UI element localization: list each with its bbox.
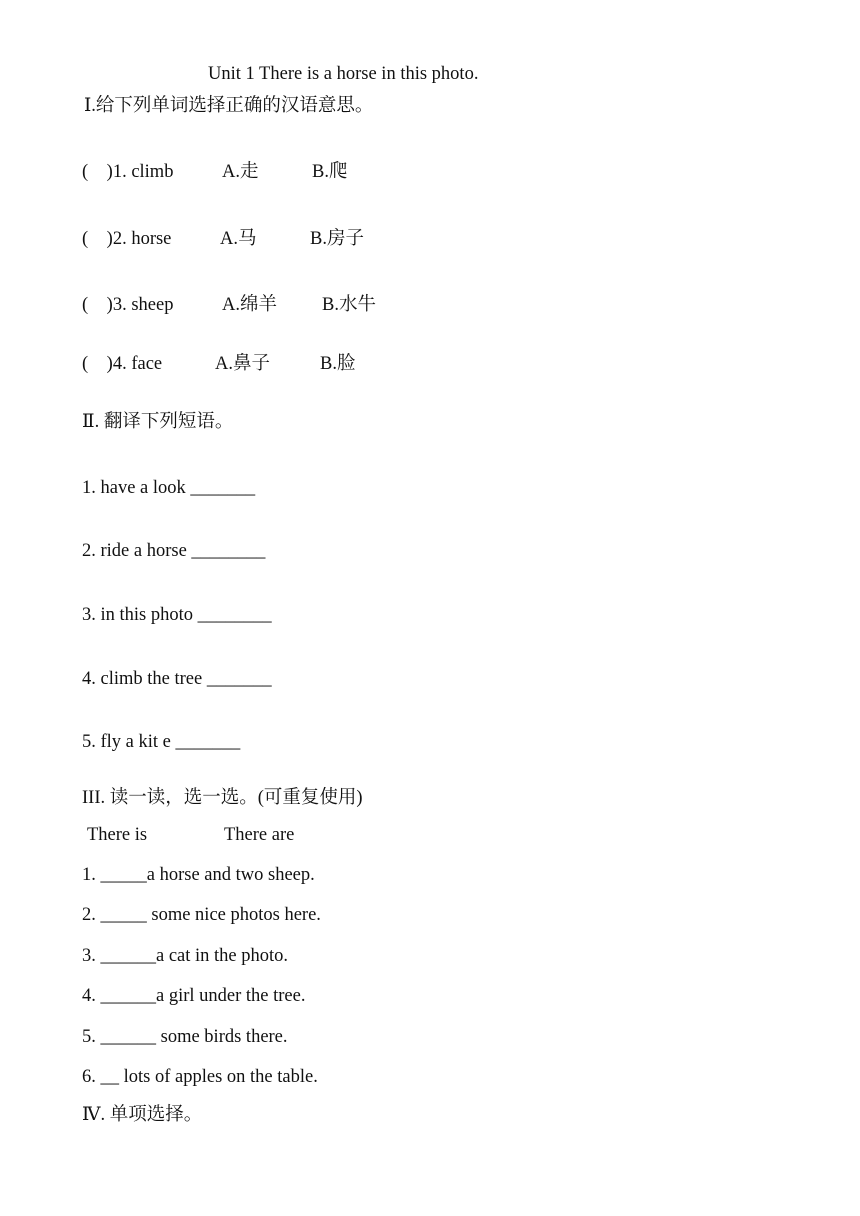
section-1-item-stem: ( )2. horse	[82, 229, 172, 249]
option-b: B.房子	[310, 229, 364, 249]
section-1-item-stem: ( )1. climb	[82, 162, 174, 182]
option-a: A.绵羊	[222, 295, 277, 315]
section-2-item: 2. ride a horse ________	[82, 541, 266, 561]
section-1-item-stem: ( )3. sheep	[82, 295, 174, 315]
section-3-heading: III. 读一读，选一选。(可重复使用)	[82, 788, 363, 808]
section-2-item: 3. in this photo ________	[82, 605, 272, 625]
worksheet-title: Unit 1 There is a horse in this photo.	[208, 64, 479, 84]
section-4-heading: Ⅳ. 单项选择。	[82, 1105, 203, 1125]
option-a: A.马	[220, 229, 257, 249]
word-bank-item: There is	[87, 825, 148, 845]
section-1-item-stem: ( )4. face	[82, 354, 163, 374]
section-2-item: 4. climb the tree _______	[82, 669, 272, 689]
option-a: A.鼻子	[215, 354, 270, 374]
section-3-item: 5. ______ some birds there.	[82, 1027, 288, 1047]
section-3-item: 4. ______a girl under the tree.	[82, 986, 306, 1006]
section-3-item: 6. __ lots of apples on the table.	[82, 1067, 318, 1087]
section-3-item: 2. _____ some nice photos here.	[82, 905, 321, 925]
option-b: B.脸	[320, 354, 356, 374]
section-1-heading: Ⅰ.给下列单词选择正确的汉语意思。	[84, 96, 374, 116]
option-b: B.爬	[312, 162, 348, 182]
word-bank-item: There are	[224, 825, 295, 845]
section-3-item: 3. ______a cat in the photo.	[82, 946, 289, 966]
option-a: A.走	[222, 162, 259, 182]
section-3-item: 1. _____a horse and two sheep.	[82, 865, 315, 885]
section-2-heading: Ⅱ. 翻译下列短语。	[82, 412, 234, 432]
section-2-item: 5. fly a kit e _______	[82, 732, 241, 752]
option-b: B.水牛	[322, 295, 376, 315]
section-2-item: 1. have a look _______	[82, 478, 256, 498]
